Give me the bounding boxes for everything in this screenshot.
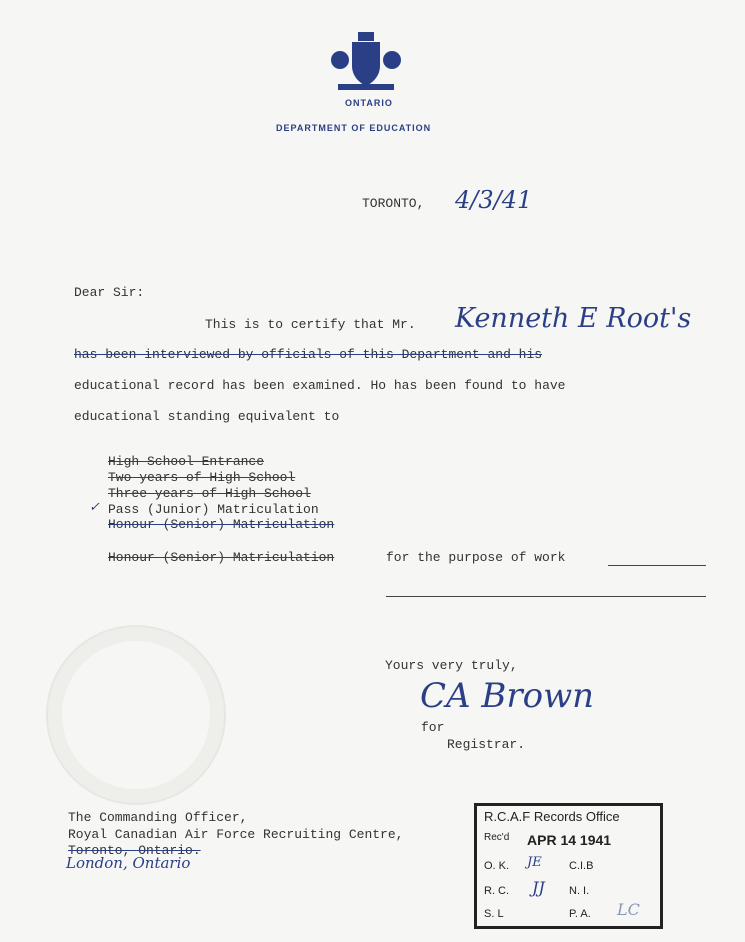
stamp-recd: Rec'd [484,832,510,843]
stamp-pa: P. A. [569,908,591,920]
stamp-rc-initials: JJ [532,878,545,897]
coat-of-arms-logo [330,30,402,96]
option-struck: Three years of High School [108,486,311,501]
date-handwritten: 4/3/41 [455,186,533,214]
department-heading: DEPARTMENT OF EDUCATION [276,123,432,133]
stamp-date: APR 14 1941 [527,832,612,848]
address-struck: Toronto, Ontario. [68,843,201,858]
purpose-struck: Honour (Senior) Matriculation [108,550,335,565]
body-line3: educational record has been examined. Ho has been found to have [74,378,566,393]
option-struck: Honour (Senior) Matriculation [108,517,335,532]
stamp-ni: N. I. [569,885,590,897]
body-line4: educational standing equivalent to [74,409,340,424]
option-struck: Two years of High School [108,470,296,485]
salutation: Dear Sir: [74,285,145,300]
stamp-rc: R. C. [484,885,510,897]
address-handwritten: London, Ontario [66,854,191,872]
stamp-sl: S. L [484,908,504,920]
name-handwritten: Kenneth E Root's [455,303,692,334]
registrar-label: Registrar. [447,737,526,752]
checkmark-icon: ✓ [89,500,100,515]
stamp-cib: C.I.B [569,860,594,872]
closing: Yours very truly, [385,658,518,673]
received-stamp [474,803,663,929]
stamp-ok: O. K. [484,860,510,872]
address-line1: The Commanding Officer, [68,810,248,825]
province-heading: ONTARIO [345,98,393,108]
signature: CA Brown [420,676,595,716]
stamp-ok-initials: JE [527,855,542,870]
body-line1: This is to certify that Mr. [205,317,416,332]
option-struck: High School Entrance [108,454,265,469]
address-line2: Royal Canadian Air Force Recruiting Centre, [68,827,404,842]
for-label: for [421,720,445,735]
struck-line: has been interviewed by officials of this Department and his [74,347,543,362]
stamp-pa-initials: LC [617,900,640,919]
embossed-seal [46,625,226,805]
option-selected: Pass (Junior) Matriculation [108,502,319,517]
purpose-text: for the purpose of work [386,550,566,565]
stamp-title: R.C.A.F Records Office [484,809,620,824]
place: TORONTO, [362,196,425,211]
